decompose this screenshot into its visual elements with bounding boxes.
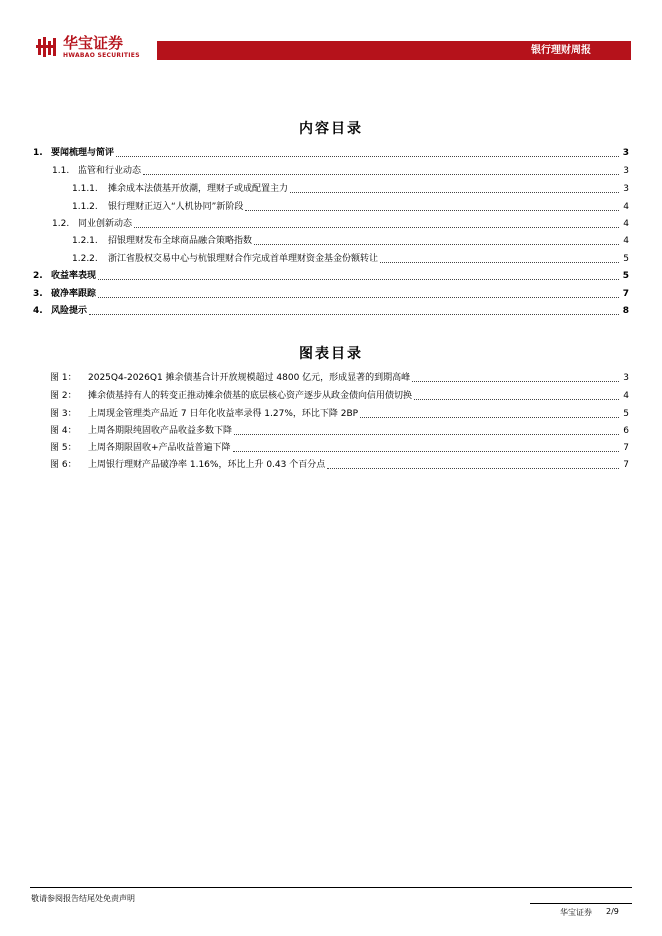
- toc-leader-dots: [98, 297, 619, 298]
- figure-entry-number: 图 4：: [50, 426, 77, 436]
- figure-leader-dots: [360, 417, 619, 418]
- toc-entry-number: 2.: [33, 271, 43, 281]
- toc-leader-dots: [380, 262, 619, 263]
- logo-english-name: HWABAO SECURITIES: [63, 52, 140, 59]
- figure-entry-page: 6: [623, 426, 629, 436]
- figure-leader-dots: [412, 381, 619, 382]
- contents-title: 内容目录: [299, 121, 363, 137]
- logo-chinese-name: 华宝证券: [63, 34, 124, 52]
- footer-divider: [30, 887, 632, 888]
- toc-leader-dots: [254, 244, 619, 245]
- figure-entry-page: 3: [623, 373, 629, 383]
- toc-entry-page: 3: [623, 184, 629, 194]
- toc-leader-dots: [116, 156, 619, 157]
- toc-entry-number: 1.2.: [52, 219, 70, 229]
- figure-entry-title: 上周各期限纯固收产品收益多数下降: [88, 426, 233, 436]
- toc-entry[interactable]: [52, 216, 629, 232]
- toc-entry-title: 浙江省股权交易中心与杭银理财合作完成首单理财资金基金份额转让: [108, 254, 379, 264]
- toc-leader-dots: [143, 174, 619, 175]
- report-type-label: 银行理财周报: [531, 45, 591, 56]
- toc-entry-title: 风险提示: [51, 306, 88, 316]
- figure-entry[interactable]: [50, 388, 629, 404]
- footer-company: 华宝证券: [560, 908, 592, 917]
- toc-entry-page: 4: [623, 219, 629, 229]
- figure-entry-title: 上周各期限固收+产品收益普遍下降: [88, 443, 231, 453]
- figures-title: 图表目录: [299, 346, 363, 362]
- toc-entry[interactable]: [72, 199, 629, 215]
- figure-entry[interactable]: [50, 457, 629, 473]
- figure-entry-title: 上周现金管理类产品近 7 日年化收益率录得 1.27%，环比下降 2BP: [88, 409, 359, 419]
- figure-entry-page: 4: [623, 391, 629, 401]
- hwabao-logo-icon: [36, 35, 60, 59]
- toc-entry-title: 同业创新动态: [78, 219, 133, 229]
- figure-entry-number: 图 1：: [50, 373, 77, 383]
- toc-entry-page: 4: [623, 202, 629, 212]
- figure-entry[interactable]: [50, 406, 629, 422]
- figure-leader-dots: [233, 451, 619, 452]
- figure-entry[interactable]: [50, 423, 629, 439]
- toc-entry[interactable]: [72, 251, 629, 267]
- toc-entry-number: 1.1.: [52, 166, 70, 176]
- figure-entry-number: 图 6：: [50, 460, 77, 470]
- toc-entry-title: 银行理财正迈入“人机协同”新阶段: [108, 202, 244, 212]
- toc-entry[interactable]: [72, 181, 629, 197]
- toc-entry-number: 1.1.2.: [72, 202, 98, 212]
- figure-entry-page: 7: [623, 443, 629, 453]
- toc-entry-title: 破净率跟踪: [51, 289, 97, 299]
- toc-entry[interactable]: [33, 268, 629, 284]
- figure-leader-dots: [234, 434, 619, 435]
- figure-entry-number: 图 5：: [50, 443, 77, 453]
- figure-entry-title: 2025Q4-2026Q1 摊余债基合计开放规模超过 4800 亿元，形成显著的到期高峰: [88, 373, 411, 383]
- disclaimer-text: 敬请参阅报告结尾处免责声明: [31, 894, 135, 903]
- figure-entry-page: 5: [623, 409, 629, 419]
- toc-entry-title: 监管和行业动态: [78, 166, 142, 176]
- toc-entry-number: 1.1.1.: [72, 184, 98, 194]
- figure-entry-number: 图 3：: [50, 409, 77, 419]
- toc-entry[interactable]: [33, 303, 629, 319]
- figure-entry[interactable]: [50, 370, 629, 386]
- toc-entry-title: 收益率表现: [51, 271, 97, 281]
- toc-entry-number: 3.: [33, 289, 43, 299]
- toc-entry-page: 7: [622, 289, 629, 299]
- toc-leader-dots: [89, 314, 619, 315]
- toc-entry-number: 1.2.2.: [72, 254, 98, 264]
- toc-entry-number: 1.: [33, 148, 43, 158]
- figure-entry-number: 图 2：: [50, 391, 77, 401]
- figure-leader-dots: [327, 468, 619, 469]
- toc-entry-page: 5: [623, 254, 629, 264]
- figure-entry-page: 7: [623, 460, 629, 470]
- toc-entry-page: 8: [622, 306, 629, 316]
- header-banner: [157, 41, 631, 60]
- figure-entry-title: 上周银行理财产品破净率 1.16%，环比上升 0.43 个百分点: [88, 460, 326, 470]
- company-logo: [36, 35, 156, 59]
- toc-entry[interactable]: [72, 233, 629, 249]
- toc-leader-dots: [290, 192, 619, 193]
- toc-entry-number: 4.: [33, 306, 43, 316]
- page-header: [0, 0, 662, 70]
- toc-entry-page: 3: [622, 148, 629, 158]
- toc-entry-page: 3: [623, 166, 629, 176]
- toc-entry-title: 摊余成本法债基开放潮，理财子或成配置主力: [108, 184, 289, 194]
- footer-divider-short: [530, 903, 632, 904]
- figure-entry-title: 摊余债基持有人的转变正推动摊余债基的底层核心资产逐步从政金债向信用债切换: [88, 391, 413, 401]
- toc-entry[interactable]: [33, 286, 629, 302]
- figure-entry[interactable]: [50, 440, 629, 456]
- toc-leader-dots: [98, 279, 619, 280]
- toc-entry-title: 要闻梳理与简评: [51, 148, 115, 158]
- toc-leader-dots: [134, 227, 619, 228]
- toc-entry-title: 招银理财发布全球商品融合策略指数: [108, 236, 253, 246]
- toc-entry-page: 5: [622, 271, 629, 281]
- toc-leader-dots: [245, 210, 619, 211]
- toc-entry-number: 1.2.1.: [72, 236, 98, 246]
- page-number: 2/9: [606, 907, 619, 916]
- toc-entry[interactable]: [52, 163, 629, 179]
- toc-entry[interactable]: [33, 145, 629, 161]
- toc-entry-page: 4: [623, 236, 629, 246]
- figure-leader-dots: [414, 399, 619, 400]
